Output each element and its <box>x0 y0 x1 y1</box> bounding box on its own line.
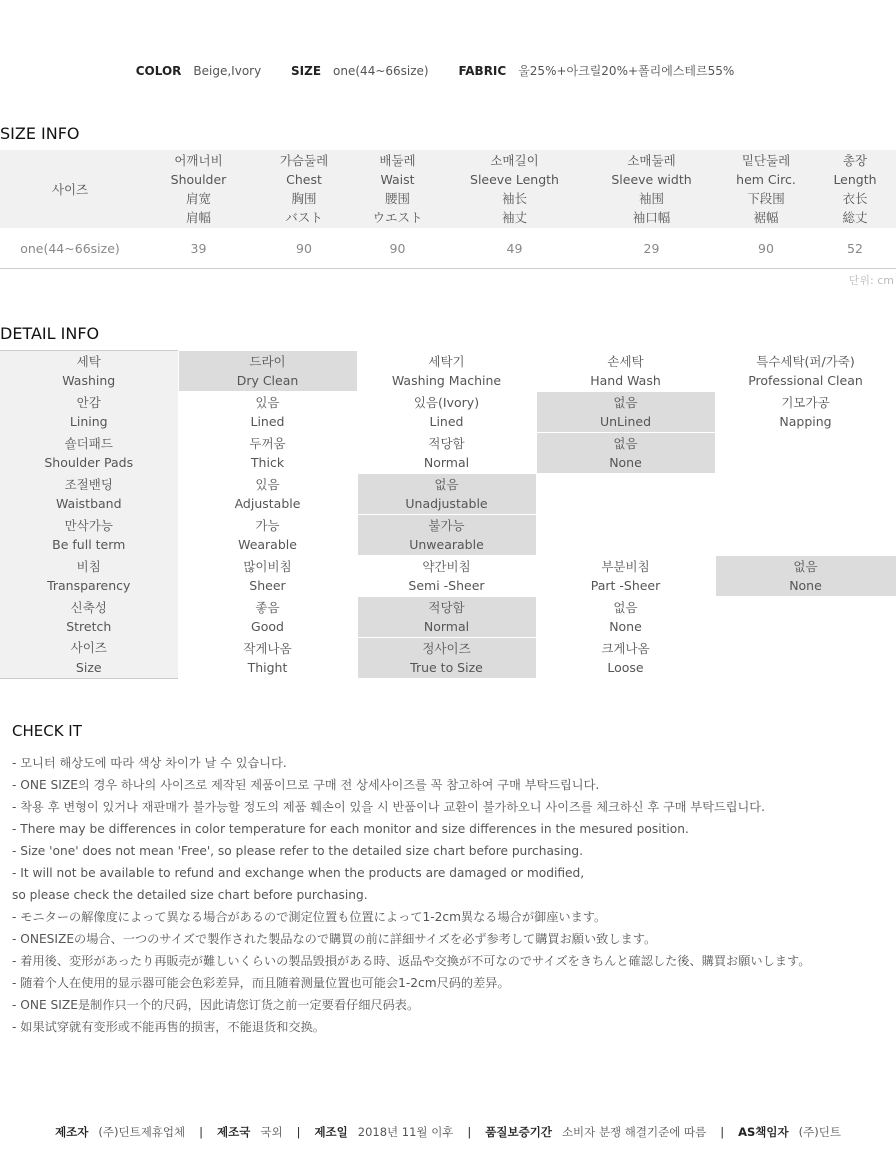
footer-key: 품질보증기간 <box>485 1125 552 1139</box>
size-header-cn: 下段围 <box>747 191 785 206</box>
size-column-header <box>718 150 814 228</box>
size-value-cell: 29 <box>585 228 718 269</box>
size-header-en: Chest <box>286 172 322 187</box>
detail-option-text: Lined <box>429 414 464 429</box>
detail-option <box>715 597 896 638</box>
size-column-header <box>140 150 257 228</box>
size-header-jp: 裾幅 <box>753 210 779 225</box>
detail-option-text: 없음 <box>434 476 459 492</box>
size-header-ko: 밑단둘레 <box>741 153 791 168</box>
size-header-cn: 腰围 <box>384 191 410 206</box>
check-it-line: so please check the detailed size chart before purchasing. <box>12 888 368 902</box>
detail-option-text: 작게나옴 <box>243 640 292 656</box>
detail-row <box>0 433 896 474</box>
detail-option-selected <box>536 392 715 433</box>
size-value: one(44~66size) <box>333 64 429 78</box>
check-it-line: - 모니터 해상도에 따라 색상 차이가 날 수 있습니다. <box>12 756 287 770</box>
detail-option-text: 손세탁 <box>607 353 644 369</box>
detail-label-text: 비침 <box>76 558 101 574</box>
size-info-title: SIZE INFO <box>0 124 80 143</box>
check-it-line: - It will not be available to refund and exchange when the products are damaged or modified, <box>12 866 585 880</box>
size-column-header <box>351 150 444 228</box>
footer-key: AS책임자 <box>738 1125 789 1139</box>
size-header-en: hem Circ. <box>736 172 796 187</box>
detail-option-text: Normal <box>423 619 470 634</box>
size-row-label: 사이즈 <box>0 150 140 228</box>
detail-option-text: Part -Sheer <box>590 578 661 593</box>
detail-option-text: 없음 <box>613 599 638 615</box>
size-header-cn: 胸围 <box>291 191 317 206</box>
check-it-title: CHECK IT <box>12 722 82 740</box>
check-it-line: - Size 'one' does not mean 'Free', so please refer to the detailed size chart before purchasing. <box>12 844 583 858</box>
size-value-cell: 39 <box>140 228 257 269</box>
detail-row <box>0 474 896 515</box>
detail-option <box>536 474 715 515</box>
size-value-cell: 90 <box>718 228 814 269</box>
detail-option <box>715 515 896 556</box>
product-spec-line <box>0 62 896 79</box>
check-it-line: - 着用後、変形があったり再販売が難しいくらいの製品毀損がある時、返品や交換が不可なのでサイズをきちんと確認した後、購買お願いします。 <box>12 954 811 968</box>
detail-option-text: 크게나옴 <box>601 640 650 656</box>
size-header-cn: 衣长 <box>842 191 868 206</box>
detail-option <box>536 351 715 392</box>
detail-label-text: Size <box>75 659 102 675</box>
detail-row-label <box>0 392 178 433</box>
detail-info-title: DETAIL INFO <box>0 324 100 343</box>
detail-row <box>0 556 896 597</box>
detail-row <box>0 597 896 638</box>
size-header-jp: 総丈 <box>842 210 868 225</box>
detail-option-selected <box>357 515 536 556</box>
detail-option-text: 약간비침 <box>422 558 471 574</box>
check-it-line: - ONE SIZE是制作只一个的尺码，因此请您订货之前一定要看仔细尺码表。 <box>12 998 420 1012</box>
detail-option <box>357 556 536 597</box>
size-column-header <box>257 150 351 228</box>
size-header-cn: 肩宽 <box>185 191 211 206</box>
size-header-en: Length <box>833 172 877 187</box>
detail-label-text: 조절밴딩 <box>64 476 113 492</box>
footer-key: 제조일 <box>314 1125 348 1139</box>
size-header-en: Waist <box>380 172 415 187</box>
size-column-header <box>814 150 896 228</box>
detail-label-text: Transparency <box>47 578 131 593</box>
detail-option-text: 많이비침 <box>243 558 292 574</box>
detail-option-text: 기모가공 <box>781 394 830 410</box>
detail-option-text: Unwearable <box>409 537 484 552</box>
detail-option-selected <box>536 433 715 474</box>
detail-option-text: Semi -Sheer <box>408 578 485 593</box>
detail-option-text: Normal <box>423 455 470 470</box>
detail-option-text: None <box>609 619 642 634</box>
detail-option-text: Thight <box>247 660 288 675</box>
detail-option-text: 있음 <box>255 476 280 492</box>
detail-option-text: 드라이 <box>249 353 286 369</box>
detail-option <box>715 474 896 515</box>
size-header-ko: 소매길이 <box>490 153 539 168</box>
detail-row-label <box>0 515 178 556</box>
detail-option-text: 정사이즈 <box>422 640 471 656</box>
detail-option <box>357 433 536 474</box>
check-it-line: - 착용 후 변형이 있거나 재판매가 불가능할 정도의 제품 훼손이 있을 시 반품이나 교환이 불가하오니 사이즈를 체크하신 후 구매 부탁드립니다. <box>12 800 765 814</box>
detail-row-label <box>0 474 178 515</box>
detail-option-text: 없음 <box>793 558 818 574</box>
detail-label-text: 세탁 <box>76 353 101 369</box>
check-it-section <box>12 722 892 1038</box>
color-label: COLOR <box>135 64 182 78</box>
check-it-line: - ONESIZEの場合、一つのサイズで製作された製品なので購買の前に詳細サイズを必ず参考して購買お願い致します。 <box>12 932 657 946</box>
detail-label-text: Washing <box>62 373 116 389</box>
detail-label-text: 안감 <box>76 394 101 410</box>
detail-row <box>0 351 896 392</box>
size-header-en: Sleeve width <box>611 172 692 187</box>
check-it-line: - 随着个人在使用的显示器可能会色彩差异，而且随着测量位置也可能会1-2cm尺码的差异。 <box>12 976 510 990</box>
size-value-cell: 90 <box>257 228 351 269</box>
size-header-en: Sleeve Length <box>470 172 559 187</box>
detail-option-text: Unadjustable <box>405 496 488 511</box>
detail-option-text: Adjustable <box>234 496 301 511</box>
detail-row <box>0 638 896 679</box>
footer-key: 제조자 <box>55 1125 89 1139</box>
size-value-cell: 52 <box>814 228 896 269</box>
detail-option <box>178 433 357 474</box>
size-column-header <box>444 150 585 228</box>
size-header-ko: 총장 <box>842 153 868 168</box>
detail-option-text: True to Size <box>410 660 483 675</box>
check-it-line: - モニターの解像度によって異なる場合があるので測定位置も位置によって1-2cm異なる場合が御座います。 <box>12 910 607 924</box>
detail-option-text: Dry Clean <box>236 373 299 388</box>
detail-option <box>178 556 357 597</box>
footer-separator: | <box>296 1125 301 1139</box>
detail-option-text: UnLined <box>599 414 652 429</box>
detail-option <box>178 392 357 433</box>
detail-option-text: None <box>789 578 822 593</box>
footer-info <box>0 1124 896 1140</box>
size-table <box>0 150 896 269</box>
check-it-line: - ONE SIZE의 경우 하나의 사이즈로 제작된 제품이므로 구매 전 상세사이즈를 꼭 참고하여 구매 부탁드립니다. <box>12 778 600 792</box>
size-header-jp: 袖口幅 <box>632 210 671 225</box>
fabric-label: FABRIC <box>458 64 507 78</box>
check-it-line: - There may be differences in color temperature for each monitor and size differences in the mesured position. <box>12 822 689 836</box>
color-value: Beige,Ivory <box>193 64 262 78</box>
detail-option-text: Thick <box>250 455 285 470</box>
detail-option-text: Lined <box>250 414 285 429</box>
footer-value: 소비자 분쟁 해결기준에 따름 <box>561 1125 707 1139</box>
fabric-value: 울25%+아크릴20%+폴리에스테르55% <box>518 64 735 78</box>
unit-note: 단위: cm <box>848 274 894 287</box>
detail-option-selected <box>357 597 536 638</box>
detail-option-text: Loose <box>607 660 644 675</box>
detail-option-text: Napping <box>779 414 832 429</box>
detail-option-text: 적당함 <box>428 599 465 615</box>
detail-option-selected <box>357 638 536 679</box>
detail-option-text: 좋음 <box>255 599 280 615</box>
detail-option <box>178 515 357 556</box>
detail-option-text: Sheer <box>249 578 286 593</box>
detail-label-text: Be full term <box>52 537 126 552</box>
detail-label-text: 사이즈 <box>70 640 107 656</box>
footer-separator: | <box>720 1125 725 1139</box>
detail-row-label <box>0 638 178 679</box>
detail-option-text: 가능 <box>255 517 280 533</box>
detail-option <box>357 392 536 433</box>
detail-label-text: 신축성 <box>70 599 107 615</box>
detail-option <box>178 597 357 638</box>
detail-label-text: Waistband <box>55 496 122 511</box>
detail-option <box>715 392 896 433</box>
detail-row-label <box>0 351 178 392</box>
footer-key: 제조국 <box>217 1125 251 1139</box>
detail-option-text: 불가능 <box>428 517 465 533</box>
footer-separator: | <box>199 1125 204 1139</box>
detail-option <box>178 638 357 679</box>
detail-option <box>715 433 896 474</box>
detail-option-text: Hand Wash <box>590 373 661 388</box>
size-header-jp: ウエスト <box>372 210 423 225</box>
detail-option-selected <box>715 556 896 597</box>
size-header-cn: 袖围 <box>638 191 664 206</box>
size-header-jp: バスト <box>285 210 323 225</box>
detail-option-text: 세탁기 <box>428 353 465 369</box>
detail-option-text: 있음 <box>255 394 280 410</box>
detail-row <box>0 515 896 556</box>
detail-option <box>715 638 896 679</box>
footer-value: 국외 <box>260 1125 283 1139</box>
detail-option-text: Professional Clean <box>748 373 863 388</box>
detail-row <box>0 392 896 433</box>
detail-label-text: 만삭가능 <box>64 517 113 533</box>
footer-separator: | <box>467 1125 472 1139</box>
detail-label-text: Lining <box>69 414 108 429</box>
size-name-cell: one(44~66size) <box>0 228 140 269</box>
detail-option-text: Wearable <box>238 537 297 552</box>
detail-option-text: 없음 <box>613 394 638 410</box>
detail-option <box>715 351 896 392</box>
detail-option-selected <box>178 351 357 392</box>
detail-option-text: 적당함 <box>428 435 465 451</box>
detail-option-text: 있음(Ivory) <box>413 394 480 410</box>
size-value-cell: 90 <box>351 228 444 269</box>
size-header-jp: 袖丈 <box>501 210 527 225</box>
size-header-ko: 배둘레 <box>379 153 416 168</box>
footer-value: (주)딘트제휴업체 <box>98 1125 186 1139</box>
detail-option-text: Good <box>251 619 284 634</box>
detail-label-text: 숄더패드 <box>64 435 113 451</box>
detail-row-label <box>0 597 178 638</box>
size-value-cell: 49 <box>444 228 585 269</box>
detail-option-text: 두꺼움 <box>249 435 286 451</box>
detail-label-text: Stretch <box>66 619 112 634</box>
detail-row-label <box>0 556 178 597</box>
detail-option <box>536 638 715 679</box>
detail-option <box>536 515 715 556</box>
detail-option-text: None <box>609 455 642 470</box>
footer-value: 2018년 11월 이후 <box>357 1125 454 1139</box>
size-header-ko: 어깨너비 <box>174 153 223 168</box>
detail-option <box>357 351 536 392</box>
size-column-header <box>585 150 718 228</box>
detail-row-label <box>0 433 178 474</box>
detail-option-text: Washing Machine <box>391 373 502 388</box>
check-it-line: - 如果试穿就有变形或不能再售的损害，不能退货和交换。 <box>12 1020 325 1034</box>
detail-option-text: 부분비침 <box>601 558 650 574</box>
footer-value: (주)딘트 <box>798 1125 841 1139</box>
detail-option-text: 특수세탁(퍼/가죽) <box>756 353 855 369</box>
detail-option <box>178 474 357 515</box>
size-header-jp: 肩幅 <box>185 210 211 225</box>
detail-option-text: 없음 <box>613 435 638 451</box>
size-header-ko: 가슴둘레 <box>279 153 329 168</box>
detail-option <box>536 597 715 638</box>
size-header-ko: 소매둘레 <box>627 153 676 168</box>
size-label: SIZE <box>291 64 322 78</box>
size-header-cn: 袖长 <box>501 191 527 206</box>
detail-option-selected <box>357 474 536 515</box>
size-header-en: Shoulder <box>170 172 227 187</box>
detail-label-text: Shoulder Pads <box>44 455 134 470</box>
detail-option <box>536 556 715 597</box>
detail-table <box>0 350 896 679</box>
